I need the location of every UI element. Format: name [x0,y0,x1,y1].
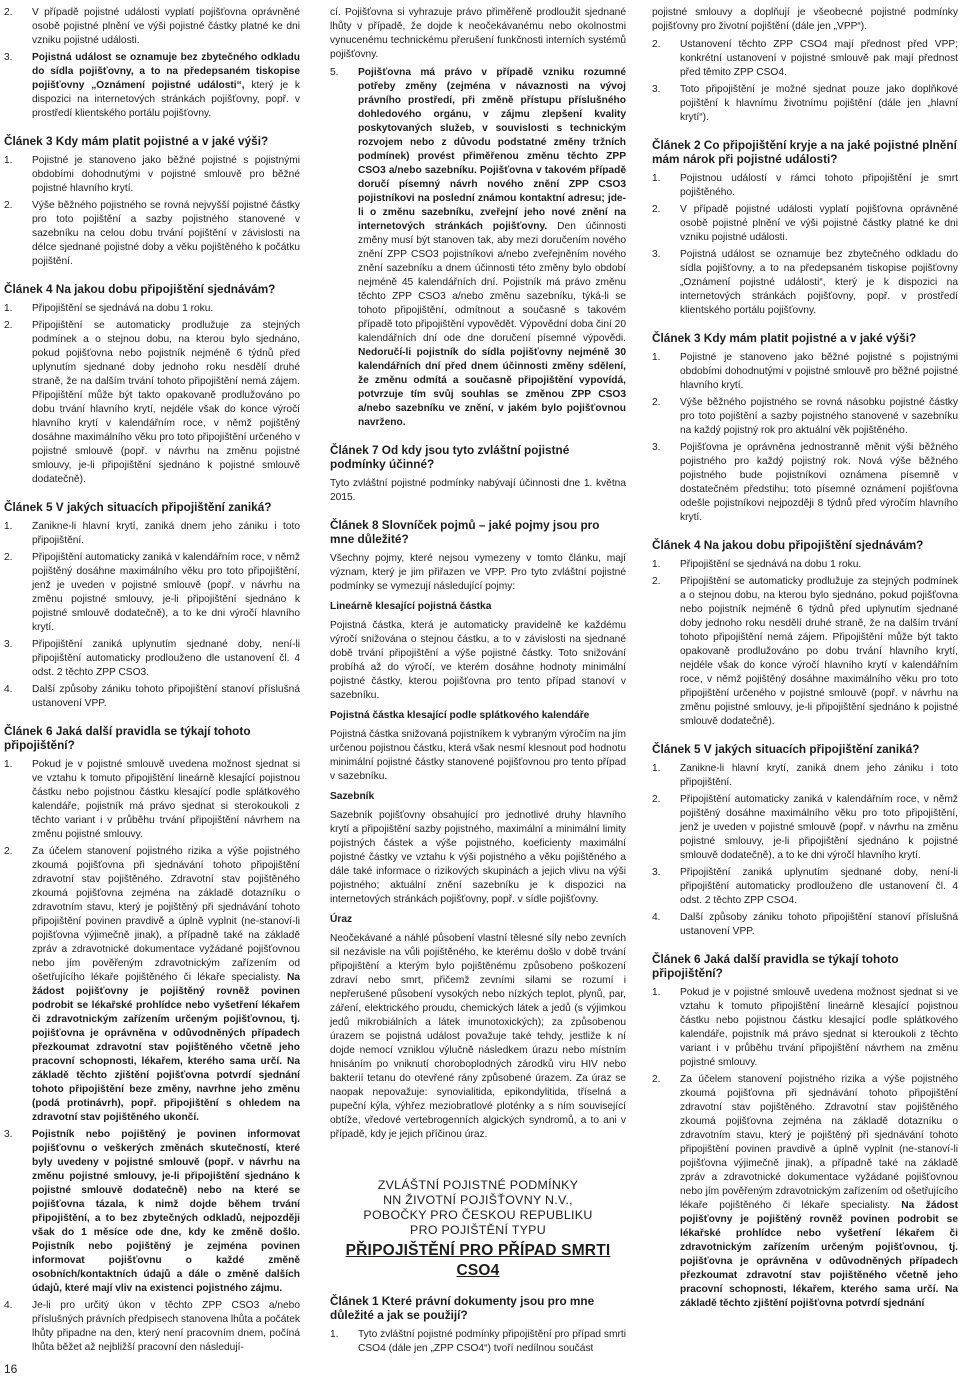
item-number: 2. [652,39,661,50]
list-item [652,396,958,438]
item-number: 4. [652,912,661,923]
item-number: 3. [652,867,661,878]
regular-text: Je-li pro určitý úkon v těchto ZPP CSO3 a/nebo příslušných právních předpisech stanovena lhůta a počátek lhůty připadne na den, který není pracovním dnem, počíná lhůta běžet až nejbližší pracovní den následují- [32,1300,300,1353]
item-text [680,172,958,200]
list-item [4,520,300,548]
item-text [32,154,300,196]
item-text [32,683,300,711]
list-item [330,1328,626,1356]
item-number: 2. [652,576,661,587]
item-number: 1. [652,352,661,363]
regular-text: Za účelem stanovení pojistného rizika a výše pojistného zkoumá pojišťovna při sjednávání tohoto připojištění zdravotní stav pojištěného. Zdravotní stav pojištěného zkoumá pojišťovna zejména na základě dotazníku o zdravotním stavu, který je pojištěný při sjednávání tohoto připojištění povinen pravdivě a úplně vyplnit (ne-stanoví-li pojišťovna výjimečně jinak), a případně také na základě zpráv a zdravotnické dokumentace vyžádané pojišťovnou nebo jím pověřeným zdravotnickým zařízením od ošetřujícího lékaře pojištěného či lékaře specialisty. [680,1074,958,1211]
regular-text: Ustanovení těchto ZPP CSO4 mají přednost před VPP; konkrétní ustanovení v pojistné smlouvě pak mají přednost před těmito ZPP CSO4. [680,39,958,78]
item-number: 1. [4,521,13,532]
article-heading: Článek 2 Co připojištění kryje a na jaké pojistné plnění mám nárok při pojistné události? [652,138,957,166]
continued-paragraph: pojistné smlouvy a doplňují je všeobecné pojistné podmínky pojišťovny pro životní pojištění (dále jen „VPP“). [652,7,958,32]
list-item [330,66,626,430]
item-text [358,1328,626,1356]
regular-text: Připojištění automaticky zaniká v kalendářním roce, v němž pojištěný dosáhne maximálního věku pro toto připojištění, jenž je uveden v pojistné smlouvě (popř. v návrhu na změnu pojistné smlouvy, je-li připojištění sjednáno k pojistné smlouvě dodatečně), a to ke dni výročí hlavního krytí. [32,552,300,633]
item-number: 1. [652,559,661,570]
item-text [32,199,300,269]
item-number: 3. [652,249,661,260]
item-number: 2. [652,397,661,408]
item-number: 5. [330,67,339,78]
regular-text: který je k dispozici na internetových stránkách pojišťovny, popř. v prostředí klientského portálu pojišťovny. [32,80,301,119]
regular-text: Připojištění se sjednává na dobu 1 roku. [680,559,862,570]
item-text [680,558,958,572]
term-heading: Lineárně klesající pojistná částka [330,601,492,612]
regular-text: Tyto zvláštní pojistné podmínky připojištění pro případ smrti CSO4 (dále jen „ZPP CSO4“) tvoří nedílnou součást [358,1329,626,1354]
article-heading: Článek 7 Od kdy jsou tyto zvláštní pojistné podmínky účinné? [330,443,570,471]
regular-text: Pokud je v pojistné smlouvě uvedena možnost sjednat si ve vztahu k tomuto připojištění lineárně klesající pojistnou částku nebo pojistnou částku klesající podle splátkového kalendáře, pojistník má právo sjednat si sterokoukoli z těchto variant i v průběhu trvání připojištění návrhem na změnu pojistné smlouvy. [32,759,300,840]
list-item [652,558,958,572]
bold-text: Pojistník nebo pojištěný je povinen informovat pojišťovnu o veškerých změnách skutečností, které byly uvedeny v pojistné smlouvě (popř. v návrhu na změnu pojistné smlouvy, je-li připojištění sjednáno k pojistné smlouvě dodatečně) nebo na které se pojišťovna tázala, k nimž dojde během trvání připojištění, a to bez zbytečných odkladů, nejpozději však do 1 měsíce ode dne, kdy ke změně došlo. Pojistník nebo pojištěný je zejména povinen informovat pojišťovnu o každé změně osobních/kontaktních údajů a dále o změně dalších údajů, které mají vliv na existenci pojistného zájmu. [32,1129,300,1294]
item-number: 3. [652,84,661,95]
regular-text: Výše běžného pojistného se rovná násobku pojistné částky pro toto pojištění a sazby pojistného stanovené v sazebníku na každý pojistný rok pro aktuální věk pojištěného. [680,397,958,436]
list-item [652,203,958,245]
paragraph: Všechny pojmy, které nejsou vymezeny v tomto článku, mají význam, který je jim přiřazen ve VPP. Pro tyto zvláštní pojistné podmínky se vymezují následující pojmy: [330,553,626,592]
regular-text: Zanikne-li hlavní krytí, zaniká dnem jeho zániku i toto připojištění. [680,763,958,788]
list-item [4,154,300,196]
list-item [652,83,958,125]
item-text [32,319,300,487]
regular-text: Připojištění se automaticky prodlužuje za stejných podmínek a o stejnou dobu, na kterou bylo sjednáno, pokud pojišťovna nebo pojistník nejméně 6 týdnů před uplynutím sjednané doby jednoho roku nesdělí druhé straně, že na dalším trvání tohoto připojištění nemá zájem. Připojištění může být takto opakovaně prodlužováno po dobu trvání hlavního krytí, nejdéle však do konce výročí hlavního krytí v kalendářním roce, v němž pojištěný dosáhne maximálního věku pro toto připojištění určeného v pojistné smlouvě (popř. v návrhu na změnu pojistné smlouvy, je-li připojištění sjednáno k pojistné smlouvě dodatečně). [680,576,958,727]
list-item [4,6,300,48]
item-text [680,866,958,908]
list-item [4,1128,300,1296]
item-number: 2. [652,204,661,215]
regular-text: Toto připojištění je možné sjednat pouze jako doplňkové pojištění k hlavnímu životnímu pojištění (dále jen „hlavní krytí“). [680,84,958,123]
term-heading: Pojistná částka klesající podle splátkového kalendáře [330,710,590,721]
item-number: 2. [4,552,13,563]
list-item [4,302,300,316]
item-text [32,6,300,48]
column-right [652,6,958,1382]
regular-text: Připojištění zaniká uplynutím sjednané doby, není-li připojištění automaticky prodlouženo dle ustanovení čl. 4 odst. 2 těchto ZPP CSO4. [680,867,958,906]
term-heading: Sazebník [330,791,375,802]
page-number: 16 [4,1362,18,1376]
list-item [652,575,958,729]
paragraph: Neočekávané a náhlé působení vlastní tělesné síly nebo zevních sil nezávisle na vůli pojištěného, ke kterému došlo v době trvání připojištění a kterým bylo pojištěnému způsobeno poškození zdraví nebo smrt, přičemž zevními silami se rozumí i nepřerušené působení vysokých nebo nízkých teplot, plynů, par, záření, elektrického proudu, chemických látek a jedů (s výjimkou jedů mikrobiálních a látek imunotoxických); za způsobenou úrazem se pojistná událost považuje také tehdy, jestliže k ní dojde nemocí vzniklou výlučně následkem úrazu nebo místním hnisáním po vniknutí choroboplodných zárodků viru HIV nebo bakterií tetanu do otevřené rány způsobené úrazem. Za úraz se naopak nepovažuje: synovialitida, epikondylitida, tříselná a pupeční kýla, výhřez meziobratlové ploténky a s ním související obtíže, vředové vertebrogenních algických syndromů, a to ani v případě, kdy je jejich příčinou úraz. [330,933,626,1140]
regular-text: Pojistné je stanoveno jako běžné pojistné s pojistnými obdobími dohodnutými v pojistné smlouvě pro běžné pojistné hlavního krytí. [680,352,958,391]
regular-text: V případě pojistné události vyplatí pojišťovna oprávněné osobě pojistné plnění ve výši pojistné částky platné ke dni vzniku pojistné události. [680,204,958,243]
section-title: PŘIPOJIŠTĚNÍ PRO PŘÍPAD SMRTI CSO4 [345,1242,611,1279]
regular-text: Den účinnosti změny musí být stanoven tak, aby mezi doručením nového znění ZPP CSO3 pojistníkovi a/nebo zveřejněním nového znění sazebníku a dnem účinnosti této změny bylo období nejméně 45 kalendářních dní. Pojistník má právo změnu těchto ZPP CSO3 a/nebo změnu sazebníku, týká-li se tohoto připojištění, odmítnout a současně s takovém případě toto připojištění vypovědět. Výpovědní doba činí 20 kalendářních dní ode dne doručení písemné výpovědi. [358,221,626,344]
item-text [32,302,300,316]
regular-text: Pojistné je stanoveno jako běžné pojistné s pojistnými obdobími dohodnutými v pojistné smlouvě pro běžné pojistné hlavního krytí. [32,155,300,194]
item-number: 1. [4,155,13,166]
regular-text: Výše běžného pojistného se rovná nejvyšší pojistné částky pro toto pojištění a sazby pojistného stanovené v sazebníku na celou dobu trvání pojištění v závislosti na délce sjednané pojistné doby a věku pojištěného k počátku pojištění. [32,200,300,267]
list-item [4,199,300,269]
item-text [32,520,300,548]
item-number: 2. [4,7,13,18]
list-item [652,172,958,200]
item-text [358,66,626,430]
item-number: 3. [4,1129,13,1140]
list-item [652,38,958,80]
article-heading: Článek 8 Slovníček pojmů – jaké pojmy jsou pro mne důležité? [330,518,600,546]
conditions-heading-line: ZVLÁŠTNÍ POJISTNÉ PODMÍNKY [377,1178,579,1192]
term-heading: Úraz [330,914,353,925]
article-heading: Článek 5 V jakých situacích připojištění zaniká? [652,742,920,756]
item-number: 1. [330,1329,339,1340]
conditions-heading-line: PRO POJIŠTĚNÍ TYPU [410,1223,546,1237]
regular-text: Pojistnou událostí v rámci tohoto připojištění je smrt pojištěného. [680,173,958,198]
item-text [680,793,958,863]
paragraph: Pojistná částka snižovaná pojistníkem k vybraným výročím na jím určenou pojistnou částku, která však nesmí klesnout pod hodnotu minimální pojistné částky stanovené pojišťovnou pro tento případ v sazebníku. [330,729,626,782]
item-number: 3. [4,639,13,650]
list-item [652,793,958,863]
regular-text: Další způsoby zániku tohoto připojištění stanoví příslušná ustanovení VPP. [32,684,300,709]
item-number: 2. [652,1074,661,1085]
list-item [4,319,300,487]
item-text [680,1073,958,1311]
list-item [4,758,300,842]
item-number: 4. [4,684,13,695]
item-text [32,51,300,121]
paragraph: Sazebník pojišťovny obsahující pro jednotlivé druhy hlavního krytí a připojištění sazby pojistného, maximální a minimální limity pojistných částek a výše pojistného, koeficienty maximální pojistné částky ve vztahu k výši pojistného a věku pojištěného a dále také informace o rizikových skupinách a jejich vlivu na výši pojistného; aktuální znění sazebníku je k dispozici na internetových stránkách pojišťovny, popř. v sídle pojišťovny. [330,810,626,905]
bold-text: Pojišťovna má právo v případě vzniku rozumné potřeby změny (zejména v návaznosti na vývoj právního prostředí, při změně přístupu příslušného dohledového orgánu, v zájmu zlepšení kvality poskytovaných služeb, v souvislosti s technickým rozvojem nebo z důvodu podstatné změny tržních podmínek) provést přiměřenou změnu těchto ZPP CSO3 a/nebo sazebníku. Pojišťovna v takovém případě doručí písemný návrh nového znění ZPP CSO3 pojistníkovi na poslední známou kontaktní adresu; jde-li o změnu sazebníku, zveřejní jeho nové znění na internetových stránkách pojišťovny. [358,67,626,232]
conditions-heading-line: NN ŽIVOTNÍ POJIŠŤOVNY N.V., [383,1193,573,1207]
list-item [4,638,300,680]
conditions-heading [330,1178,626,1238]
item-text [32,1128,300,1296]
article-heading: Článek 3 Kdy mám platit pojistné a v jaké výši? [4,134,269,148]
item-number: 1. [4,303,13,314]
item-number: 3. [4,52,13,63]
item-text [680,396,958,438]
item-number: 2. [4,846,13,857]
item-number: 2. [4,320,13,331]
article-heading: Článek 6 Jaká další pravidla se týkají tohoto připojištění? [4,724,251,752]
regular-text: Pokud je v pojistné smlouvě uvedena možnost sjednat si ve vztahu k tomuto připojištění lineárně klesající pojistnou částku nebo pojistnou částku klesající podle splátkového kalendáře, pojistník má právo sjednat si kteroukoli z těchto variant i v průběhu trvání připojištění návrhem na změnu pojistné smlouvy. [680,987,958,1068]
item-text [680,38,958,80]
item-text [32,1299,300,1355]
bold-text: Na žádost pojišťovny je pojištěný rovněž povinen podrobit se lékařské prohlídce nebo vyšetření lékařem či zdravotnickým zařízením určeným pojišťovnou, tj. pojišťovna je oprávněna v odůvodněných případech přezkoumat zdravotní stav pojištěného včetně jeho pracovní schopnosti, lékařem, kterého sama určí. Na základě těchto zjištění pojišťovna potvrdí sjednání tohoto připojištění beze změny, navrhne jeho změnu (podá protinávrh), popř. připojištění s ohledem na zdravotní stav pojištěného ukončí. [32,972,300,1123]
list-item [652,911,958,939]
list-item [652,248,958,318]
regular-text: Za účelem stanovení pojistného rizika a výše pojistného zkoumá pojišťovna při sjednávání tohoto připojištění zdravotní stav pojištěného. Zdravotní stav pojištěného zkoumá pojišťovna zejména na základě dotazníku o zdravotním stavu, který je pojištěný při sjednávání tohoto připojištění povinen pravdivě a úplně vyplnit (ne-stanoví-li pojišťovna výjimečně jinak), a případně také na základě zpráv a zdravotnické dokumentace vyžádané pojišťovnou nebo jím pověřeným zdravotnickým zařízením od ošetřujícího lékaře pojištěného či lékaře specialisty. [32,846,300,983]
item-text [680,762,958,790]
article-heading: Článek 5 V jakých situacích připojištění zaniká? [4,500,272,514]
article-heading: Článek 4 Na jakou dobu připojištění sjednávám? [4,282,276,296]
item-number: 1. [652,987,661,998]
conditions-heading-line: POBOČKY PRO ČESKOU REPUBLIKU [363,1208,593,1222]
item-number: 4. [4,1300,13,1311]
list-item [652,441,958,525]
paragraph: Tyto zvláštní pojistné podmínky nabývají účinnosti dne 1. května 2015. [330,478,626,503]
item-text [680,203,958,245]
regular-text: Pojistná událost se oznamuje bez zbytečného odkladu do sídla pojišťovny, a to na předepsaném tiskopise pojišťovny „Oznámení pojistné události“, který je k dispozici na internetových stránkách pojišťovny, popř. v prostředí klientského portálu pojišťovny. [680,249,958,316]
bold-text: Pojistná událost se oznamuje bez zbytečného odkladu do sídla pojišťovny, a to na předepsaném tiskopise pojišťovny „Oznámení pojistné události“, [32,52,300,91]
item-number: 1. [652,763,661,774]
column-middle [330,6,626,1354]
list-item [4,845,300,1125]
item-text [680,986,958,1070]
regular-text: Připojištění se automaticky prodlužuje za stejných podmínek a o stejnou dobu, na kterou bylo sjednáno, pokud pojišťovna nebo pojistník nejméně 6 týdnů před uplynutím sjednané doby jednoho roku nesdělí druhé straně, že na dalším trvání tohoto připojištění nemá zájem. Připojištění může být takto opakovaně prodlužováno po dobu trvání hlavního krytí, nejdéle však do konce výročí hlavního krytí v kalendářním roce, v němž pojištěný dosáhne maximálního věku pro toto připojištění určeného v pojistné smlouvě (popř. v návrhu na změnu pojistné smlouvy, je-li připojištění sjednáno k pojistné smlouvě dodatečně). [32,320,300,485]
list-item [652,351,958,393]
regular-text: Zanikne-li hlavní krytí, zaniká dnem jeho zániku i toto připojištění. [32,521,300,546]
item-text [32,758,300,842]
list-item [652,1073,958,1311]
article-heading: Článek 3 Kdy mám platit pojistné a v jaké výši? [652,331,917,345]
item-text [32,845,300,1125]
list-item [652,866,958,908]
item-number: 1. [652,173,661,184]
article-heading: Článek 1 Které právní dokumenty jsou pro mne důležité a jak se použijí? [330,1294,595,1322]
regular-text: Další způsoby zániku tohoto připojištění stanoví příslušná ustanovení VPP. [680,912,958,937]
list-item [4,1299,300,1355]
continued-paragraph: cí. Pojišťovna si vyhrazuje právo přiměřeně prodloužit sjednané lhůty v případě, že dojde k neočekávanému nebo okolnostmi vynucenému technickému přerušení funkčnosti interních systémů pojišťovny. [330,7,626,60]
item-text [680,83,958,125]
bold-text: Na žádost pojišťovny je pojištěný rovněž povinen podrobit se lékařské prohlídce nebo vyšetření lékařem či zdravotnickým zařízením určeným pojišťovnou, tj. pojišťovna je oprávněna v odůvodněných případech přezkoumat zdravotní stav pojištěného včetně jeho pracovní schopnosti, lékařem, kterého sama určí. Na základě těchto zjištění pojišťovna potvrdí sjednání [680,1200,958,1309]
item-text [680,441,958,525]
item-number: 3. [652,442,661,453]
item-text [680,911,958,939]
regular-text: Připojištění zaniká uplynutím sjednané doby, není-li připojištění automaticky prodlouženo dle ustanovení čl. 4 odst. 2 těchto ZPP CSO3. [32,639,300,678]
list-item [652,762,958,790]
list-item [652,986,958,1070]
item-text [680,351,958,393]
item-number: 2. [4,200,13,211]
regular-text: Pojišťovna je oprávněna jednostranně měnit výši běžného pojistného pro každý pojistný rok. Nová výše běžného pojistného bude pojistníkovi oznámena písemně v dostatečném předstihu; toto písemné oznámení pojišťovna odešle pojistníkovi nejpozději 8 týdnů před výročím hlavního krytí. [680,442,958,523]
item-text [680,248,958,318]
column-left [4,6,301,1353]
article-heading: Článek 4 Na jakou dobu připojištění sjednávám? [652,538,924,552]
paragraph: Pojistná částka, která je automaticky pravidelně ke každému výročí snižována o stejnou částku, a to v závislosti na sjednané době trvání připojištění a výše pojistné částky. Toto snižování probíhá až do výročí, ve kterém dosáhne hodnoty minimální pojistné částky, kterou pojišťovna pro tento případ stanoví v sazebníku. [330,620,626,701]
item-number: 2. [652,794,661,805]
regular-text: V případě pojistné události vyplatí pojišťovna oprávněné osobě pojistné plnění ve výši pojistné částky platné ke dni vzniku pojistné události. [32,7,300,46]
bold-text: Nedoručí-li pojistník do sídla pojišťovny nejméně 30 kalendářních dní před dnem účinnosti změny sdělení, že změnu odmítá a současně připojištění vypovídá, potvrzuje tím svůj souhlas se změnou ZPP CSO3 a/nebo sazebníku ve znění, v jakém bylo pojišťovnou navrženo. [358,347,626,428]
article-heading: Článek 6 Jaká další pravidla se týkají tohoto připojištění? [652,952,899,980]
item-text [32,638,300,680]
list-item [4,683,300,711]
regular-text: Připojištění automaticky zaniká v kalendářním roce, v němž pojištěný dosáhne maximálního věku pro toto připojištění, jenž je uveden v pojistné smlouvě (popř. v návrhu na změnu pojistné smlouvy, je-li připojištění sjednáno k pojistné smlouvě dodatečně), a to ke dni výročí hlavního krytí. [680,794,958,861]
item-text [680,575,958,729]
item-text [32,551,300,635]
item-number: 1. [4,759,13,770]
list-item [4,51,300,121]
list-item [4,551,300,635]
regular-text: Připojištění se sjednává na dobu 1 roku. [32,303,214,314]
